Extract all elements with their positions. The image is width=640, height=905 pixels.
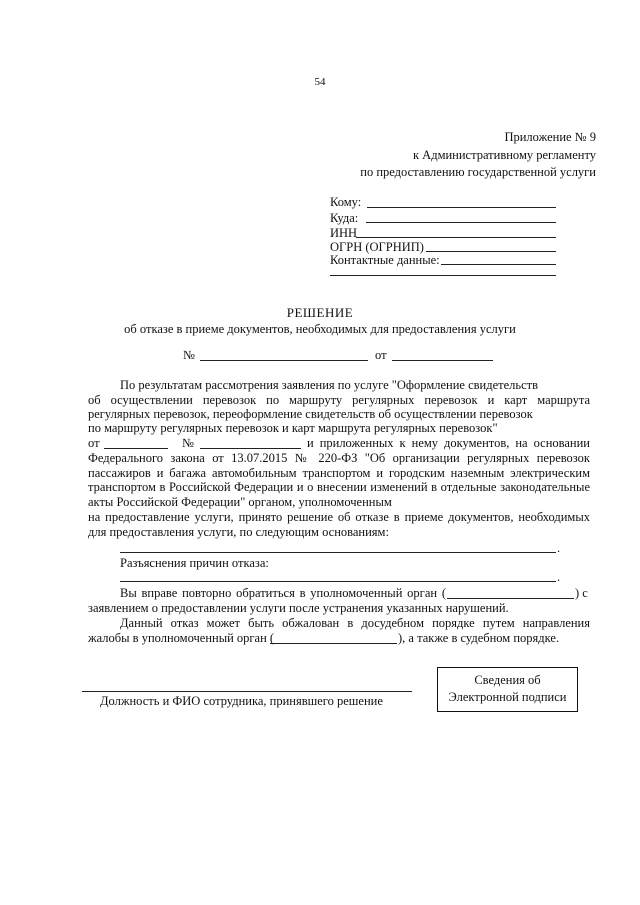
signature-box-line-1: Сведения об	[474, 673, 541, 687]
page-number: 54	[314, 76, 326, 88]
appeal-text-2b: ), а также в судебном порядке.	[398, 631, 560, 645]
authority-field-2[interactable]	[270, 643, 397, 644]
signature-box-line-2: Электронной подписи	[448, 690, 567, 704]
appeal-text-1: Данный отказ может быть обжалован в досудебном порядке путем направления	[120, 616, 590, 630]
annex-line-3: по предоставлению государственной услуги	[360, 165, 596, 179]
signature-line[interactable]	[82, 691, 412, 692]
address-inn-label: ИНН	[330, 226, 358, 240]
body-line-11: для предоставления услуги, по следующим основаниям:	[88, 525, 389, 539]
reapply-text-2: заявлением о предоставлении услуги после устранения указанных нарушений.	[88, 601, 509, 615]
decision-number-field[interactable]	[200, 360, 368, 361]
application-number-field[interactable]	[200, 448, 301, 449]
body-line-2: об осуществлении перевозок по маршруту регулярных перевозок и карт маршрута	[88, 393, 590, 407]
body-line-5-rest: и приложенных к нему документов, на основании	[307, 436, 590, 450]
address-inn-field[interactable]	[356, 237, 556, 238]
body-line-10: на предоставление услуги, принято решение об отказе в приеме документов, необходимых	[88, 510, 590, 524]
address-contacts-field[interactable]	[441, 264, 556, 265]
annex-line-2: к Административному регламенту	[412, 148, 596, 162]
reapply-text-b: ) с	[575, 586, 588, 600]
decision-date-field[interactable]	[392, 360, 493, 361]
reapply-text-a: Вы вправе повторно обратиться в уполномоченный орган (	[120, 586, 446, 600]
electronic-signature-box	[437, 667, 578, 712]
body-line-6: Федерального закона от 13.07.2015 № 220-ФЗ "Об организации регулярных перевозок	[88, 451, 590, 465]
explanation-field[interactable]	[120, 581, 556, 582]
signature-label: Должность и ФИО сотрудника, принявшего решение	[100, 694, 383, 708]
address-ogrn-field[interactable]	[426, 251, 556, 252]
address-to-field[interactable]	[367, 207, 556, 208]
explanation-period: .	[557, 570, 561, 584]
body-line-7: пассажиров и багажа автомобильным транспортом и городским наземным электрическим	[88, 466, 590, 480]
decision-subtitle: об отказе в приеме документов, необходимых для предоставления услуги	[124, 322, 516, 336]
address-ogrn-label: ОГРН (ОГРНИП)	[330, 240, 424, 254]
decision-number-label: №	[183, 348, 195, 362]
authority-field-1[interactable]	[447, 598, 574, 599]
decision-title: РЕШЕНИЕ	[286, 305, 354, 320]
explanation-label: Разъяснения причин отказа:	[120, 556, 269, 570]
body-line-9: акты Российской Федерации" органом, уполномоченным	[88, 495, 392, 509]
application-date-field[interactable]	[104, 448, 168, 449]
body-line-3: регулярных перевозок, переоформление свидетельств об осуществлении перевозок	[88, 407, 533, 421]
address-contacts-label: Контактные данные:	[330, 253, 440, 267]
address-to-label: Кому:	[330, 195, 362, 209]
address-contacts-field-2[interactable]	[330, 275, 556, 276]
address-where-label: Куда:	[330, 211, 359, 225]
decision-date-label: от	[375, 348, 387, 362]
body-line-5-from: от	[88, 436, 100, 450]
address-where-field[interactable]	[366, 222, 556, 223]
body-line-5-num: №	[182, 436, 194, 450]
body-line-4: по маршруту регулярных перевозок и карт маршрута регулярных перевозок"	[88, 421, 498, 435]
appeal-text-2a: жалобы в уполномоченный орган (	[88, 631, 275, 645]
body-line-1: По результатам рассмотрения заявления по услуге "Оформление свидетельств	[120, 378, 538, 392]
body-line-8: транспортом в Российской Федерации и о внесении изменений в отдельные законодательные	[88, 480, 590, 494]
grounds-period: .	[557, 541, 561, 555]
annex-line-1: Приложение № 9	[504, 130, 596, 144]
grounds-field[interactable]	[120, 552, 556, 553]
